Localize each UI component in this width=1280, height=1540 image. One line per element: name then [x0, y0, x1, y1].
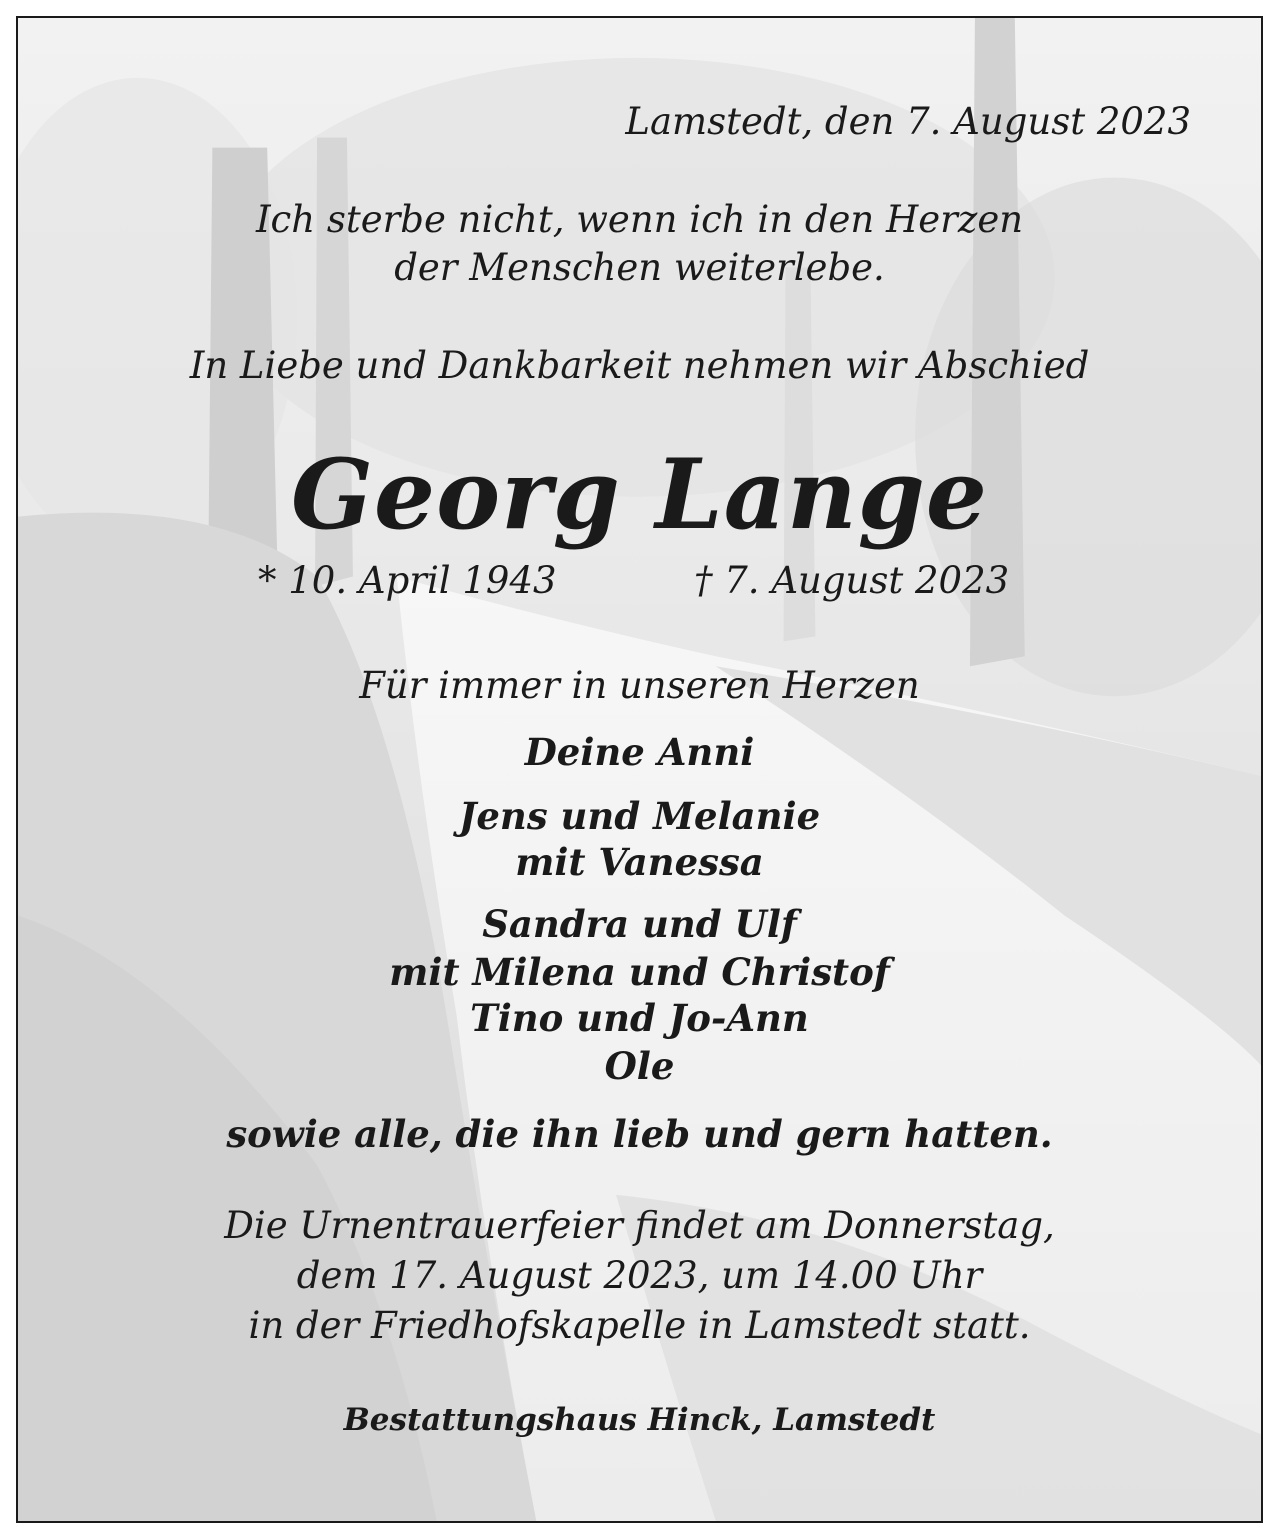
mourner-line: Tino und Jo-Ann [470, 996, 809, 1040]
ceremony-line-2: dem 17. August 2023, um 14.00 Uhr [296, 1254, 983, 1297]
mourner-line: mit Milena und Christof [389, 950, 890, 994]
death-date: † 7. August 2023 [694, 559, 1010, 602]
mourner-line: mit Vanessa [515, 840, 764, 884]
motto-line: Für immer in unseren Herzen [359, 664, 920, 707]
mourner-line: Ole [604, 1044, 675, 1088]
closing-line: sowie alle, die ihn lieb und gern hatten. [226, 1112, 1053, 1156]
ceremony-line-3: in der Friedhofskapelle in Lamstedt statt. [248, 1304, 1031, 1347]
quote-line-1: Ich sterbe nicht, wenn ich in den Herzen [255, 198, 1024, 241]
ceremony-line-1: Die Urnentrauerfeier findet am Donnerstag, [224, 1204, 1055, 1247]
farewell-line: In Liebe und Dankbarkeit nehmen wir Abschied [189, 344, 1090, 387]
mourner-line: Sandra und Ulf [482, 902, 797, 946]
mourner-line: Jens und Melanie [458, 794, 821, 838]
deceased-name: Georg Lange [291, 438, 988, 551]
birth-date: * 10. April 1943 [258, 559, 557, 602]
undertaker-name: Bestattungshaus Hinck, Lamstedt [343, 1402, 936, 1438]
quote-line-2: der Menschen weiterlebe. [394, 246, 885, 289]
place-and-date: Lamstedt, den 7. August 2023 [625, 100, 1191, 143]
obituary-notice [16, 16, 1263, 1523]
mourner-line: Deine Anni [524, 730, 755, 774]
